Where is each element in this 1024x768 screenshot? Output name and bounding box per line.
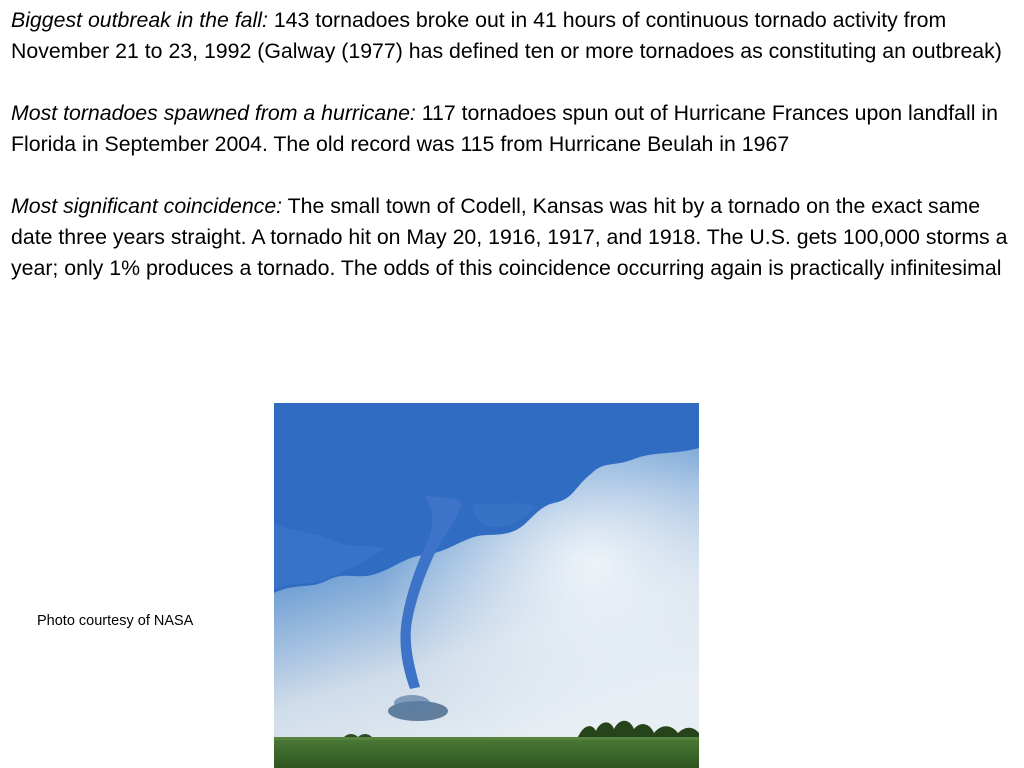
fact-paragraph-fall-outbreak xyxy=(11,5,1011,67)
fact-heading: Most tornadoes spawned from a hurricane: xyxy=(11,101,416,125)
fact-heading: Most significant coincidence: xyxy=(11,194,283,218)
photo-caption: Photo courtesy of NASA xyxy=(37,613,194,629)
tornado-photo xyxy=(274,403,699,768)
text-block xyxy=(11,5,1011,315)
fact-body: 143 tornadoes broke out in 41 hours of continuous tornado activity from November 21 to 23, 1992 (Galway (1977) has defined ten or more tornadoes as constituting an outbreak) xyxy=(11,8,1002,63)
fact-body: The small town of Codell, Kansas was hit by a tornado on the exact same date three years straight. A tornado hit on May 20, 1916, 1917, and 1918. The U.S. gets 100,000 storms a year; only 1% produces a tornado. The odds of this coincidence occurring again is practically infinitesimal xyxy=(11,194,1008,280)
fact-heading: Biggest outbreak in the fall: xyxy=(11,8,268,32)
fact-body: 117 tornadoes spun out of Hurricane Frances upon landfall in Florida in September 2004. The old record was 115 from Hurricane Beulah in 1967 xyxy=(11,101,998,156)
fact-paragraph-hurricane xyxy=(11,98,1011,160)
fact-paragraph-coincidence xyxy=(11,191,1011,284)
tornado-photo-graphic xyxy=(274,403,699,768)
